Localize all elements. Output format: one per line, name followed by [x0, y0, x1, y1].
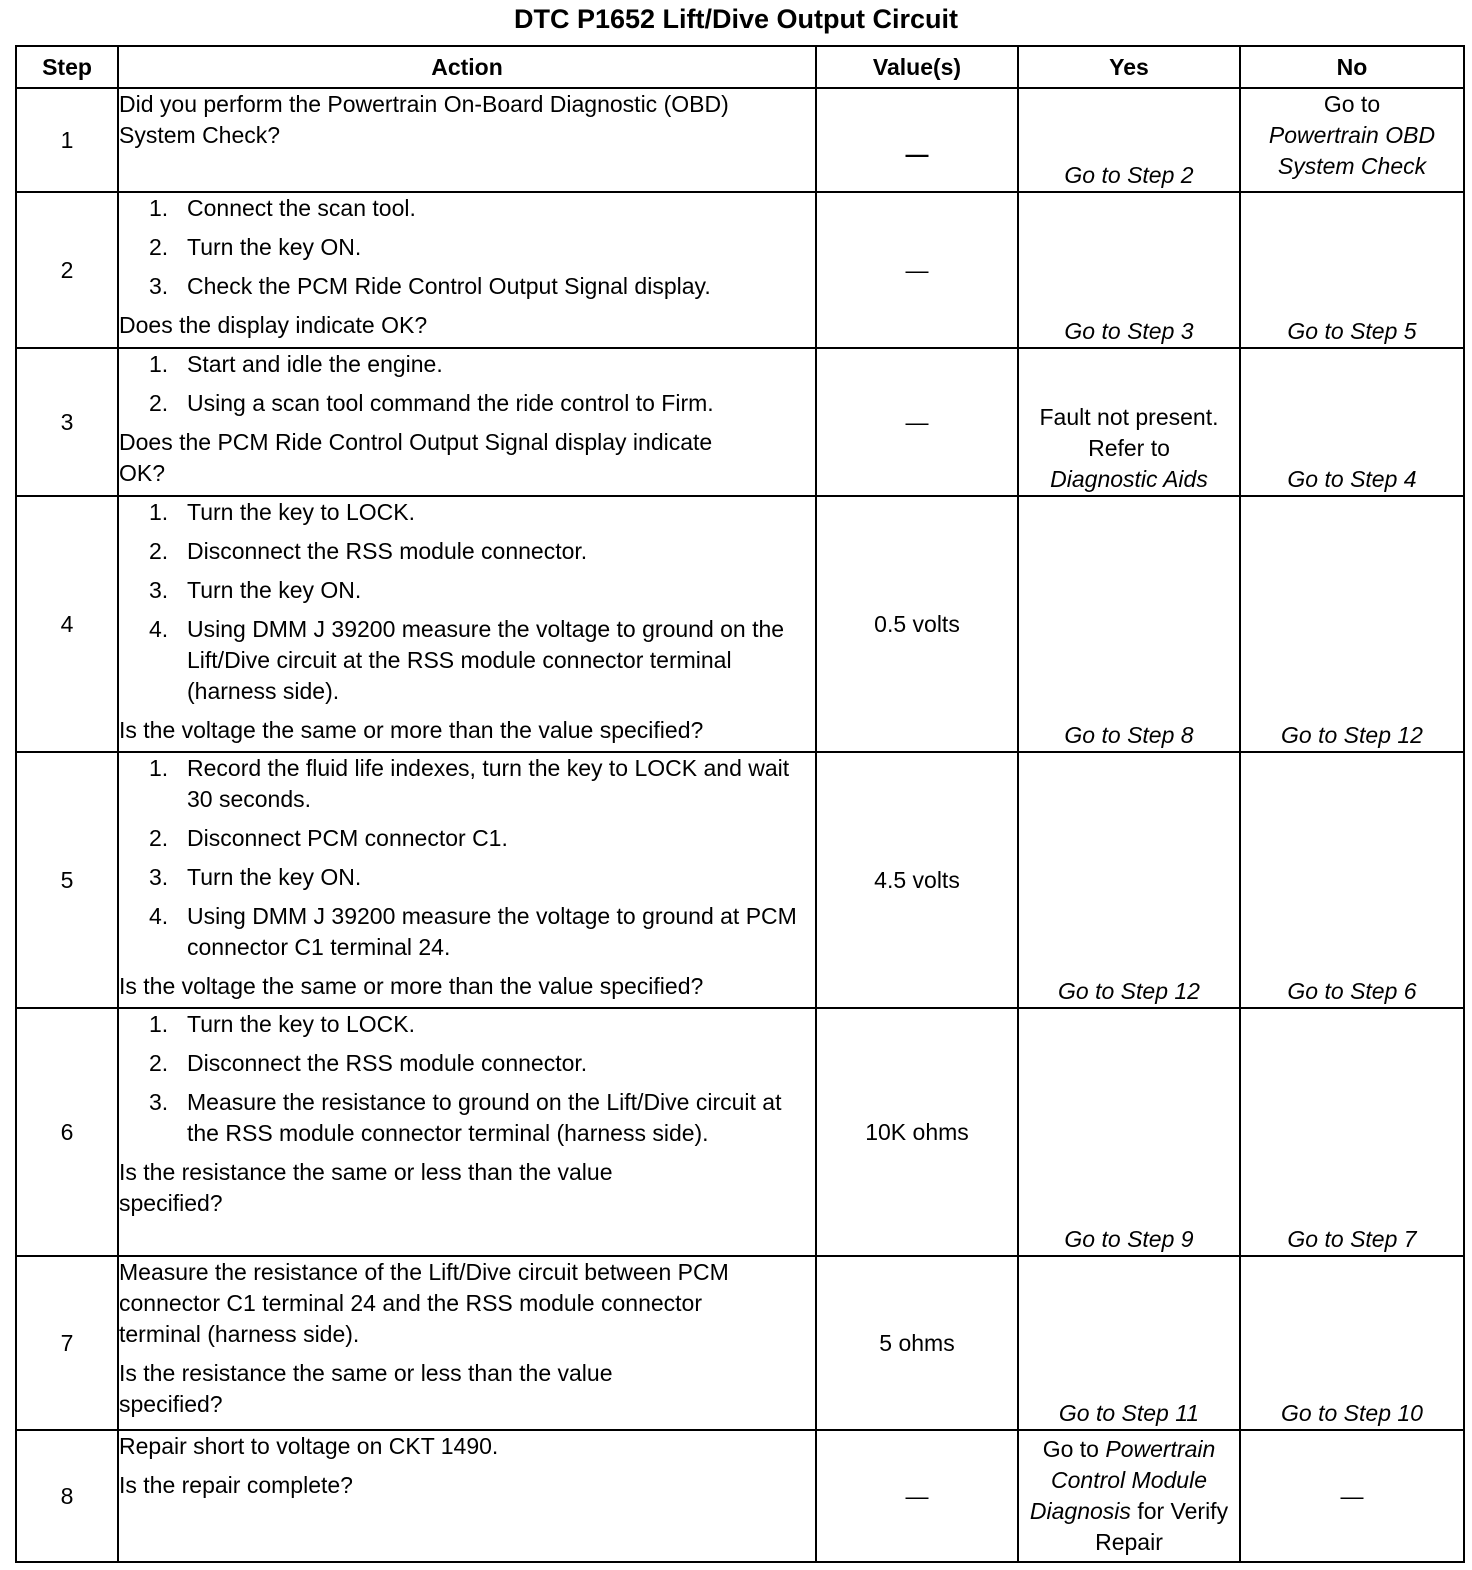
header-step: Step	[16, 46, 118, 88]
yes-cell	[1018, 496, 1240, 752]
action-step: 3. Measure the resistance to ground on the Lift/Dive circuit at the RSS module connector terminal (harness side).	[149, 1089, 782, 1146]
action-cell	[118, 88, 816, 192]
table-row	[16, 496, 1464, 752]
header-yes: Yes	[1018, 46, 1240, 88]
step-number: 8	[16, 1430, 118, 1562]
action-step: 3. Turn the key ON.	[149, 864, 362, 890]
action-step: 3. Check the PCM Ride Control Output Signal display.	[149, 273, 711, 299]
action-cell	[118, 1430, 816, 1562]
page-title: DTC P1652 Lift/Dive Output Circuit	[513, 4, 959, 34]
action-steps	[119, 497, 815, 707]
step-number: 7	[16, 1256, 118, 1430]
table-row	[16, 348, 1464, 496]
value-cell	[816, 752, 1018, 1008]
action-step: 2. Disconnect the RSS module connector.	[149, 1050, 588, 1076]
value-text: 0.5 volts	[874, 610, 960, 637]
value-cell	[816, 1430, 1018, 1562]
value-text: 10K ohms	[865, 1118, 969, 1145]
no-link[interactable]: Go to Step 6	[1287, 978, 1417, 1004]
no-link[interactable]: Go to Step 7	[1287, 1226, 1417, 1252]
header-action: Action	[118, 46, 816, 88]
action-cell	[118, 1256, 816, 1430]
action-step: 2. Turn the key ON.	[149, 234, 362, 260]
action-step: 1. Connect the scan tool.	[149, 195, 416, 221]
yes-link[interactable]: Go to Step 12	[1058, 978, 1200, 1004]
value-cell	[816, 192, 1018, 348]
no-cell	[1240, 752, 1464, 1008]
action-step: 2. Disconnect the RSS module connector.	[149, 538, 588, 564]
table-row	[16, 1256, 1464, 1430]
no-link[interactable]: Go to Step 4	[1287, 466, 1417, 492]
value-text: 4.5 volts	[874, 866, 960, 893]
table-row	[16, 192, 1464, 348]
yes-cell	[1018, 1430, 1240, 1562]
action-step: 4. Using DMM J 39200 measure the voltage to ground at PCM connector C1 terminal 24.	[149, 903, 797, 960]
action-step: 1. Start and idle the engine.	[149, 351, 443, 377]
diagnostic-table	[15, 45, 1465, 1563]
no-link[interactable]: Go to Step 5	[1287, 318, 1417, 344]
yes-link[interactable]: Go to Step 9	[1064, 1226, 1194, 1252]
yes-link[interactable]: Powertrain Control Module Diagnosis	[1029, 1436, 1216, 1524]
yes-link[interactable]: Diagnostic Aids	[1050, 466, 1208, 492]
action-question: Is the resistance the same or less than the value specified?	[119, 1159, 613, 1216]
action-steps	[119, 349, 815, 419]
action-step: 4. Using DMM J 39200 measure the voltage to ground on the Lift/Dive circuit at the RSS module connector terminal (harness side).	[149, 616, 785, 704]
action-step: 2. Using a scan tool command the ride control to Firm.	[149, 390, 714, 416]
action-cell	[118, 348, 816, 496]
yes-text: Refer to	[1088, 435, 1170, 461]
no-cell	[1240, 496, 1464, 752]
table-row	[16, 1008, 1464, 1256]
step-number: 1	[16, 88, 118, 192]
no-cell	[1240, 348, 1464, 496]
action-question: Is the repair complete?	[119, 1472, 353, 1498]
no-cell	[1240, 1430, 1464, 1562]
table-row	[16, 1430, 1464, 1562]
no-cell	[1240, 88, 1464, 192]
value-text: 5 ohms	[879, 1329, 955, 1356]
no-link[interactable]: Go to Step 10	[1281, 1400, 1423, 1426]
action-question: Does the PCM Ride Control Output Signal display indicate OK?	[119, 429, 713, 486]
yes-cell	[1018, 1256, 1240, 1430]
action-steps	[119, 753, 815, 963]
header-values: Value(s)	[816, 46, 1018, 88]
yes-link[interactable]: Go to Step 8	[1064, 722, 1194, 748]
action-paragraph: Repair short to voltage on CKT 1490.	[119, 1433, 499, 1459]
yes-cell	[1018, 348, 1240, 496]
no-link[interactable]: Go to Step 12	[1281, 722, 1423, 748]
step-number: 2	[16, 192, 118, 348]
action-cell	[118, 496, 816, 752]
no-text: —	[1340, 1482, 1364, 1509]
value-cell	[816, 1256, 1018, 1430]
action-paragraph: Measure the resistance of the Lift/Dive circuit between PCM connector C1 terminal 24 and the RSS module connector terminal (harness side).	[119, 1259, 729, 1347]
yes-cell	[1018, 1008, 1240, 1256]
action-question: Does the display indicate OK?	[119, 312, 428, 338]
no-cell	[1240, 1008, 1464, 1256]
yes-suffix: for Verify Repair	[1095, 1498, 1229, 1555]
value-text: —	[905, 408, 929, 435]
value-text: —	[905, 1482, 929, 1509]
action-step: 1. Record the fluid life indexes, turn the key to LOCK and wait 30 seconds.	[149, 755, 790, 812]
table-row	[16, 88, 1464, 192]
step-number: 5	[16, 752, 118, 1008]
action-steps	[119, 1009, 815, 1149]
action-step: 1. Turn the key to LOCK.	[149, 1011, 415, 1037]
no-cell	[1240, 192, 1464, 348]
action-question: Is the resistance the same or less than the value specified?	[119, 1360, 613, 1417]
yes-link[interactable]: Go to Step 2	[1064, 162, 1194, 188]
step-number: 4	[16, 496, 118, 752]
value-cell: —	[816, 88, 1018, 192]
yes-cell	[1018, 752, 1240, 1008]
action-question: Did you perform the Powertrain On-Board Diagnostic (OBD) System Check?	[119, 91, 729, 148]
action-cell	[118, 192, 816, 348]
yes-prefix: Go to	[1042, 1436, 1099, 1462]
value-cell	[816, 1008, 1018, 1256]
action-step: 3. Turn the key ON.	[149, 577, 362, 603]
yes-cell	[1018, 192, 1240, 348]
step-number: 6	[16, 1008, 118, 1256]
table-row	[16, 752, 1464, 1008]
no-cell	[1240, 1256, 1464, 1430]
yes-cell	[1018, 88, 1240, 192]
header-no: No	[1240, 46, 1464, 88]
action-question: Is the voltage the same or more than the value specified?	[119, 973, 704, 999]
action-step: 2. Disconnect PCM connector C1.	[149, 825, 508, 851]
value-cell	[816, 348, 1018, 496]
action-step: 1. Turn the key to LOCK.	[149, 499, 415, 525]
table-header-row	[16, 46, 1464, 88]
action-cell	[118, 1008, 816, 1256]
action-question: Is the voltage the same or more than the value specified?	[119, 717, 704, 743]
no-prefix: Go to	[1323, 91, 1381, 117]
step-number: 3	[16, 348, 118, 496]
yes-text: Fault not present.	[1039, 404, 1219, 430]
yes-link[interactable]: Go to Step 11	[1058, 1400, 1200, 1426]
action-steps	[119, 193, 815, 302]
value-text: —	[905, 256, 929, 283]
no-link[interactable]: Powertrain OBD System Check	[1268, 122, 1436, 179]
yes-link[interactable]: Go to Step 3	[1064, 318, 1194, 344]
value-cell	[816, 496, 1018, 752]
action-cell	[118, 752, 816, 1008]
